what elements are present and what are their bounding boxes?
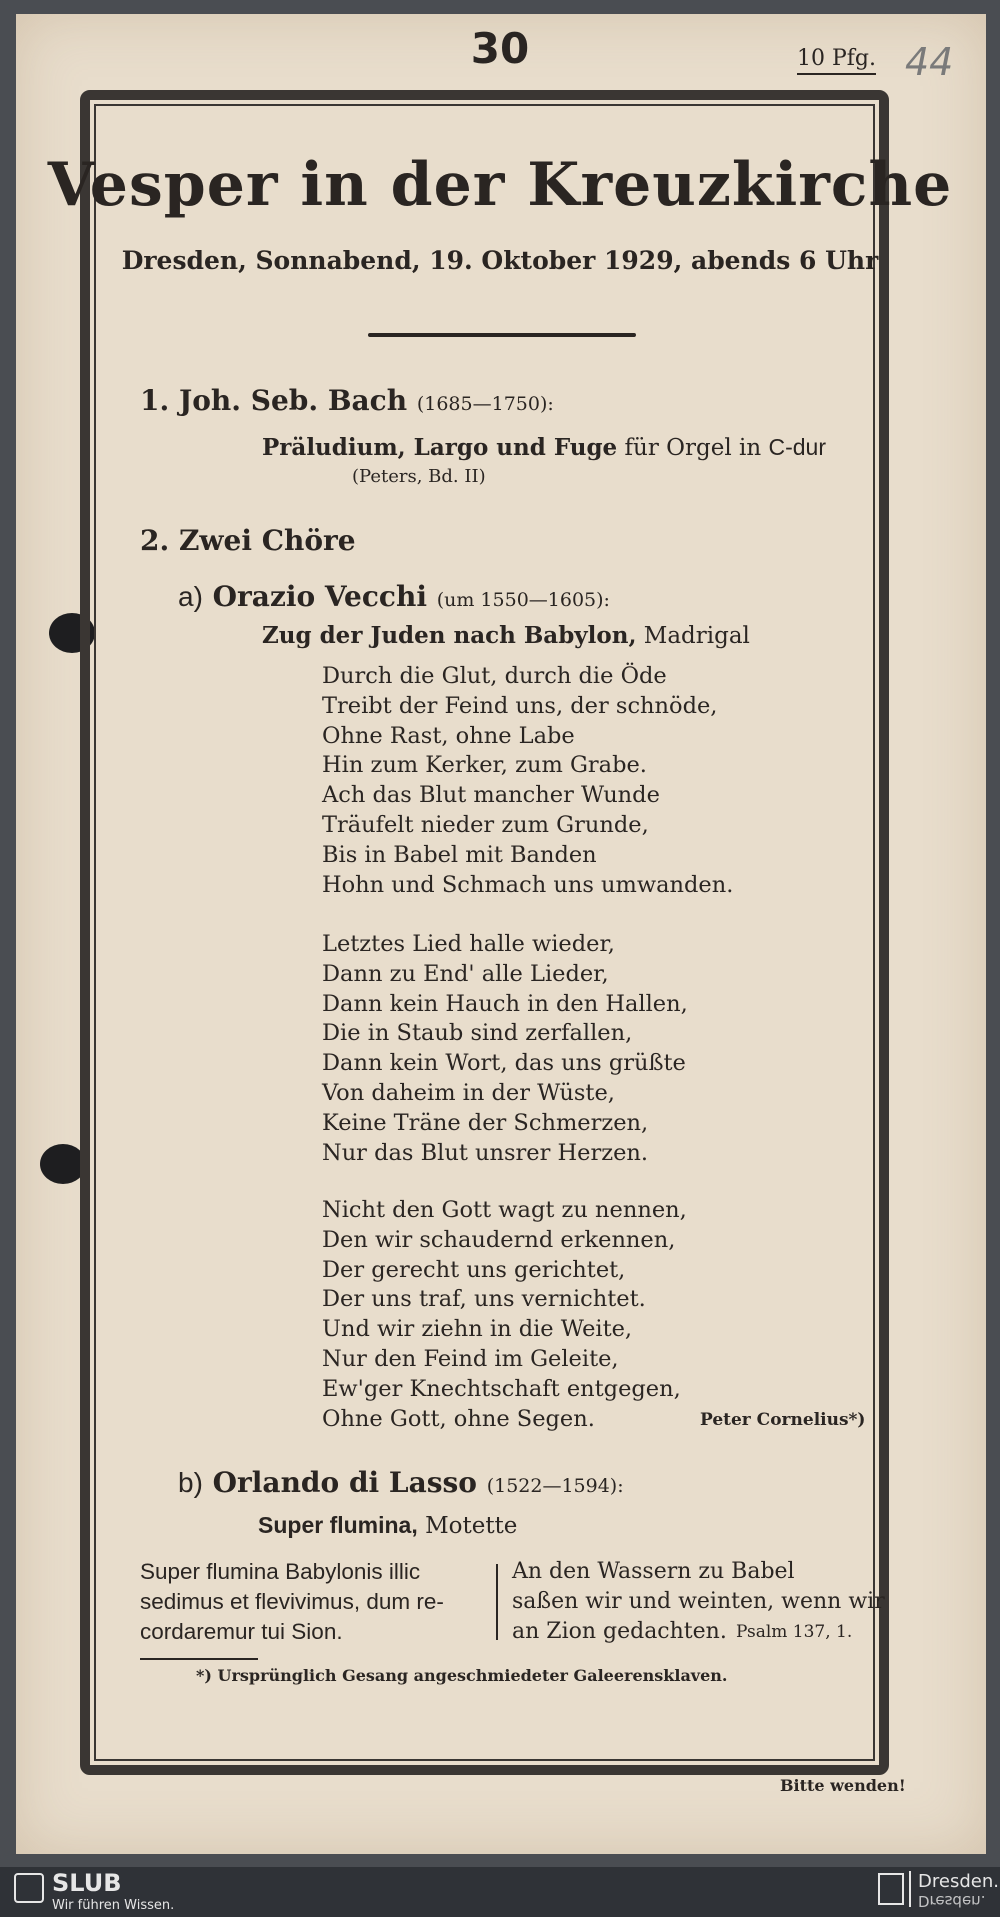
- item1-work: [262, 434, 826, 461]
- poem-line: Ohne Rast, ohne Labe: [322, 722, 575, 749]
- dresden-crest-icon[interactable]: [878, 1873, 904, 1905]
- poem-line: Nur das Blut unsrer Herzen.: [322, 1139, 649, 1166]
- german-line: saßen wir und weinten, wenn wir: [512, 1589, 885, 1614]
- poem-line: Den wir schaudernd erkennen,: [322, 1226, 676, 1253]
- poem-line: Träufelt nieder zum Grunde,: [322, 811, 649, 838]
- latin-line: cordaremur tui Sion.: [140, 1619, 343, 1644]
- title-rule: [368, 333, 636, 337]
- program-subtitle: Dresden, Sonnabend, 19. Oktober 1929, abends 6 Uhr: [121, 246, 879, 275]
- german-line: An den Wassern zu Babel: [512, 1559, 795, 1584]
- item2a-heading: [178, 580, 610, 613]
- item1-heading: [140, 384, 554, 417]
- item2-title: Zwei Chöre: [178, 524, 356, 557]
- latin-line: sedimus et flevivimus, dum re-: [140, 1589, 444, 1614]
- item2b-work-title: Super flumina,: [258, 1512, 418, 1538]
- item2b-heading: [178, 1466, 624, 1499]
- item2a-work: [262, 622, 750, 649]
- item2a-label: a): [178, 581, 203, 612]
- item2-heading: [140, 524, 356, 557]
- poem-line: Durch die Glut, durch die Öde: [322, 663, 667, 689]
- item2b-work-type: Motette: [425, 1513, 518, 1539]
- item2b-composer: Orlando di Lasso: [212, 1466, 477, 1499]
- poem-line: Letztes Lied halle wieder,: [322, 931, 615, 957]
- item2b-label: b): [178, 1467, 203, 1498]
- poem-line: Der gerecht uns gerichtet,: [322, 1256, 626, 1283]
- page-number: 30: [470, 24, 530, 73]
- poem-stanza-3: [322, 1196, 687, 1434]
- slub-tagline: Wir führen Wissen.: [52, 1898, 175, 1913]
- item2b-work: [258, 1512, 517, 1539]
- german-line: an Zion gedachten.: [512, 1619, 727, 1644]
- poem-line: Ach das Blut mancher Wunde: [322, 782, 660, 809]
- poem-line: Hin zum Kerker, zum Grabe.: [322, 752, 647, 779]
- item1-work-detail: für Orgel in: [624, 435, 762, 461]
- footnote-rule: [140, 1658, 258, 1660]
- item2-number: 2.: [140, 524, 170, 557]
- poem-line: Ohne Gott, ohne Segen.: [322, 1405, 595, 1432]
- poem-line: Dann kein Wort, das uns grüßte: [322, 1050, 686, 1077]
- footnote: *) Ursprünglich Gesang angeschmiedeter Galeerensklaven.: [196, 1666, 728, 1685]
- poem-line: Und wir ziehn in die Weite,: [322, 1316, 633, 1343]
- latin-line: Super flumina Babylonis illic: [140, 1559, 421, 1584]
- viewer-footer-bar: [0, 1867, 1000, 1917]
- poem-line: Der uns traf, uns vernichtet.: [322, 1286, 646, 1313]
- poem-line: Hohn und Schmach uns umwanden.: [322, 871, 734, 898]
- poem-line: Die in Staub sind zerfallen,: [322, 1020, 633, 1047]
- item2a-work-title: Zug der Juden nach Babylon,: [262, 622, 637, 649]
- poem-line: Nur den Feind im Geleite,: [322, 1345, 619, 1372]
- item1-source: (Peters, Bd. II): [352, 466, 486, 487]
- dresden-logo-reflection: Dresden.: [918, 1892, 986, 1910]
- dresden-logo-text[interactable]: Dresden.: [918, 1871, 999, 1892]
- poem-line: Keine Träne der Schmerzen,: [322, 1109, 649, 1136]
- item2a-composer: Orazio Vecchi: [212, 580, 427, 613]
- slub-logo-icon[interactable]: [14, 1873, 44, 1903]
- poem-line: Dann kein Hauch in den Hallen,: [322, 990, 688, 1017]
- poem-line: Ew'ger Knechtschaft entgegen,: [322, 1375, 681, 1402]
- poem-stanza-2: [322, 930, 688, 1168]
- turn-page-note: Bitte wenden!: [780, 1776, 906, 1795]
- psalm-reference: Psalm 137, 1.: [736, 1622, 853, 1642]
- item2a-work-type: Madrigal: [643, 623, 750, 649]
- handwritten-archive-mark: 44: [905, 40, 954, 84]
- latin-text: [140, 1557, 486, 1647]
- poem-line: Von daheim in der Wüste,: [322, 1079, 615, 1106]
- program-title: Vesper in der Kreuzkirche: [47, 150, 953, 220]
- item1-dates: (1685—1750):: [416, 393, 554, 415]
- poem-line: Nicht den Gott wagt zu nennen,: [322, 1197, 687, 1223]
- item1-number: 1.: [140, 384, 170, 417]
- slub-name[interactable]: SLUB: [52, 1869, 122, 1897]
- poem-stanza-1: [322, 662, 733, 900]
- item1-work-title: Präludium, Largo und Fuge: [262, 434, 618, 461]
- poem-author: Peter Cornelius*): [700, 1410, 866, 1430]
- logo-divider: [909, 1871, 911, 1907]
- item2b-dates: (1522—1594):: [486, 1475, 624, 1497]
- item1-work-key: C-dur: [768, 434, 826, 460]
- item1-composer: Joh. Seb. Bach: [178, 384, 408, 417]
- poem-line: Bis in Babel mit Banden: [322, 841, 597, 868]
- poem-line: Dann zu End' alle Lieder,: [322, 960, 609, 987]
- price-label: 10 Pfg.: [797, 46, 876, 75]
- poem-line: Treibt der Feind uns, der schnöde,: [322, 692, 718, 719]
- column-divider: [496, 1564, 498, 1640]
- item2a-dates: (um 1550—1605):: [436, 589, 610, 611]
